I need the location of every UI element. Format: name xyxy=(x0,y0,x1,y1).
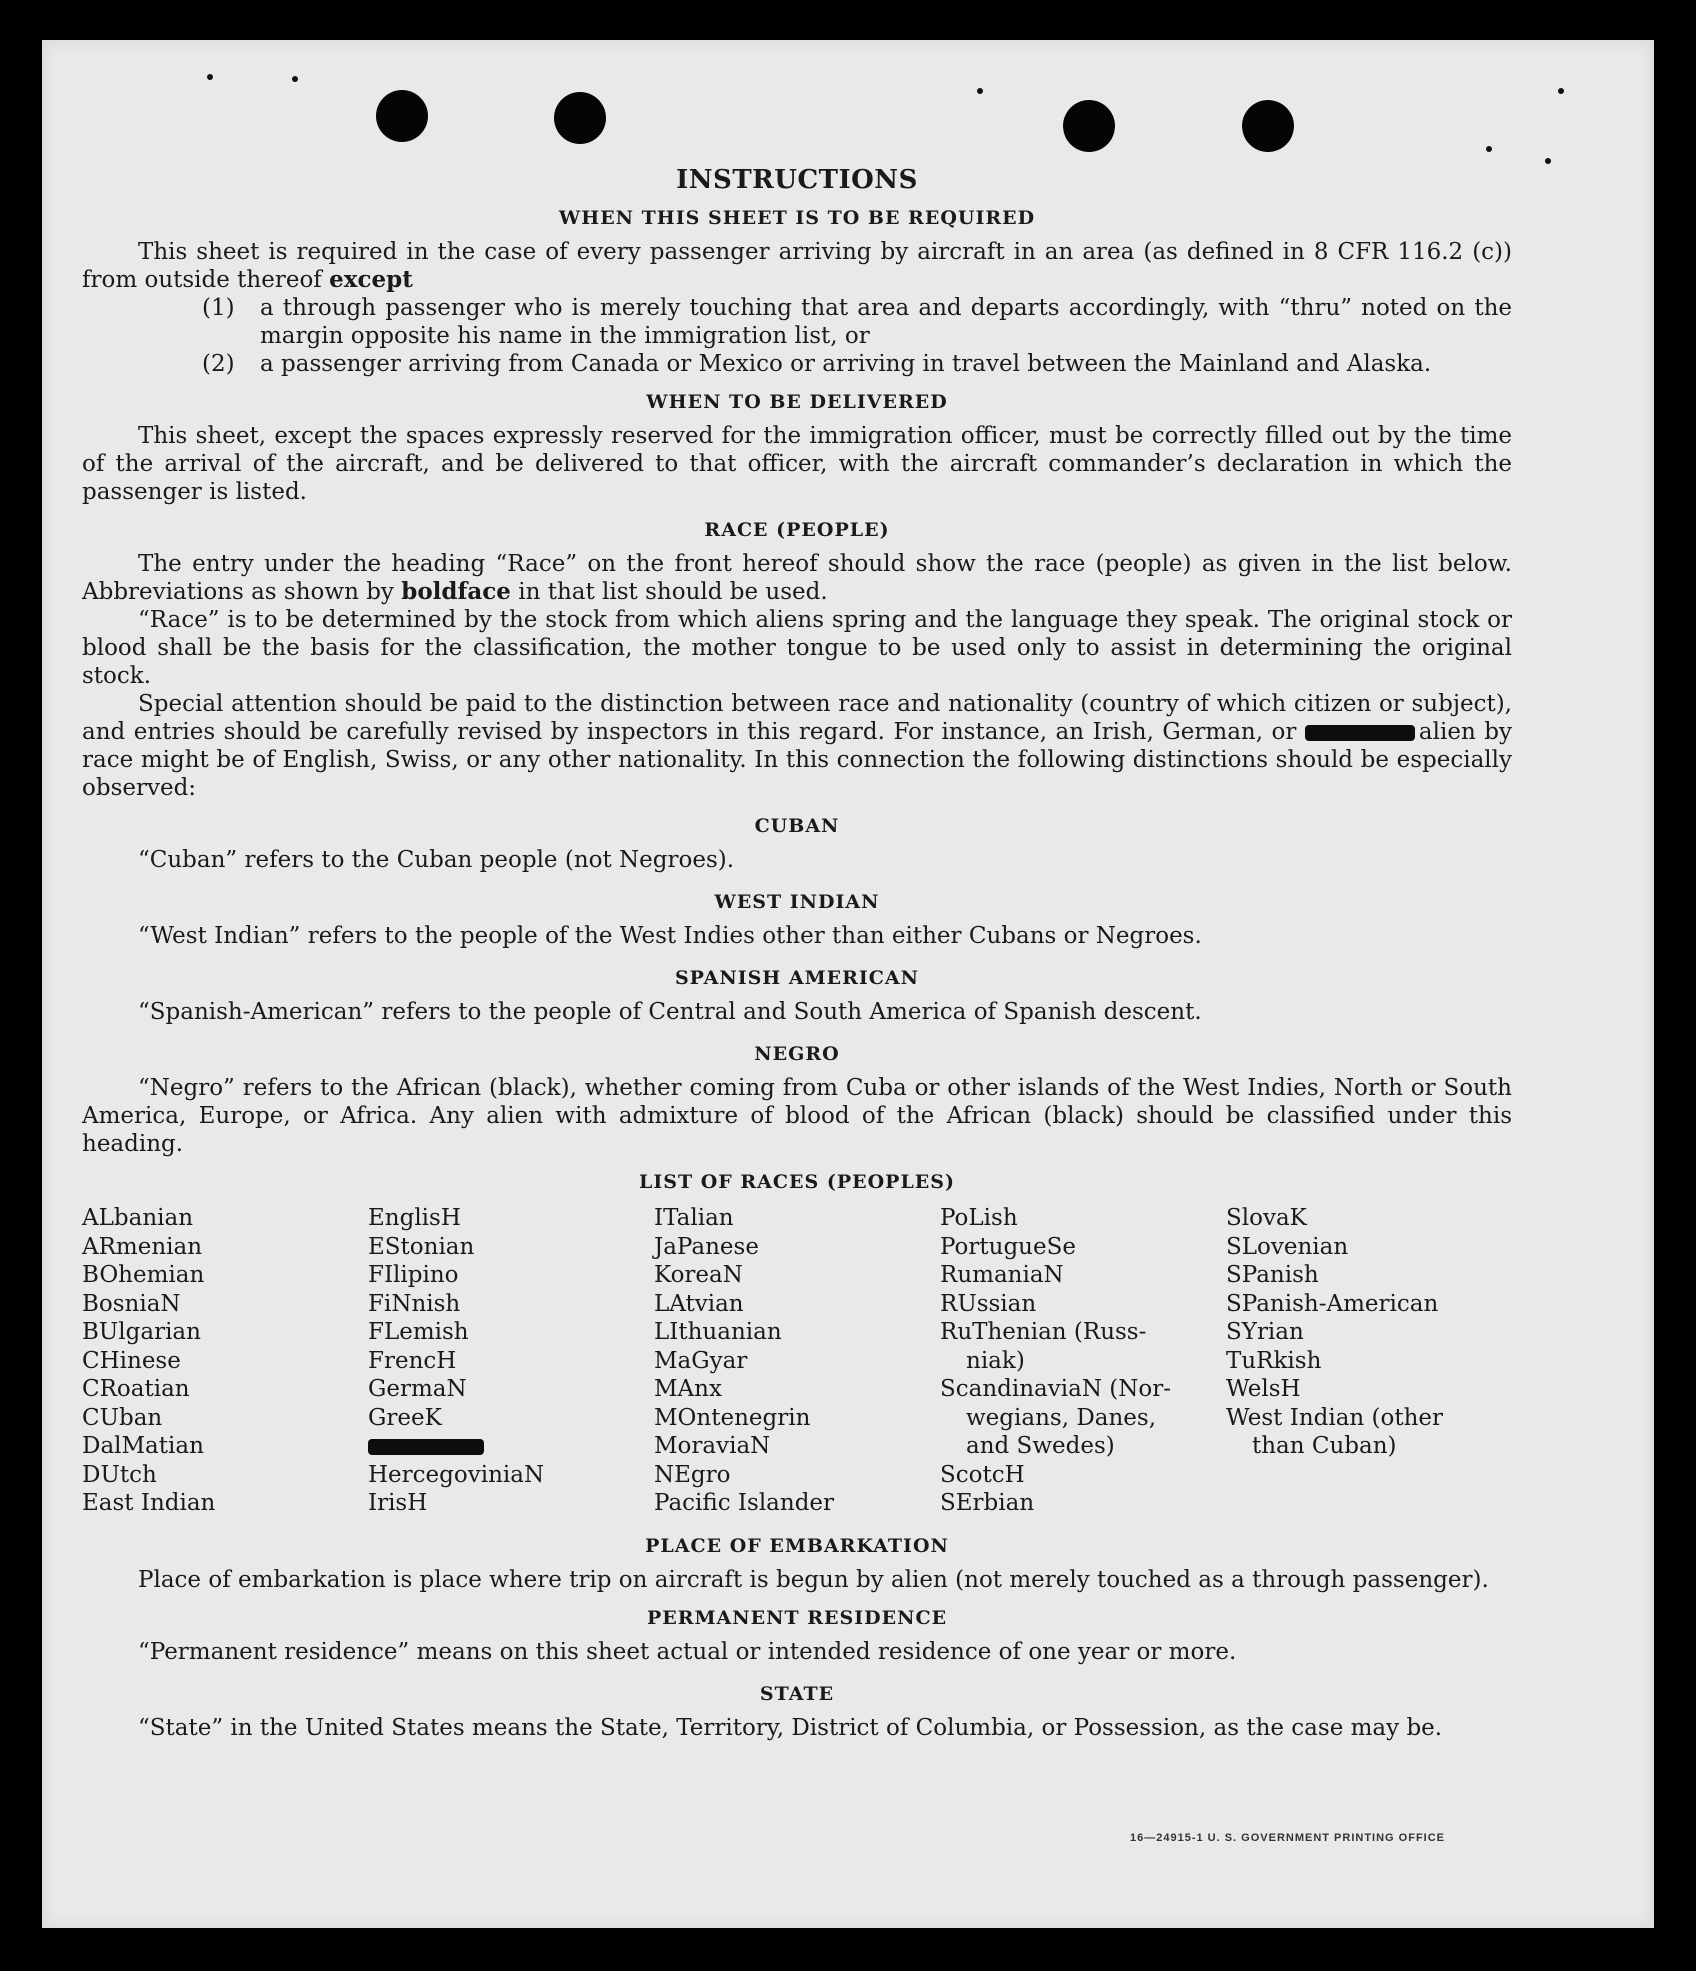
race-item: HercegoviniaN xyxy=(368,1461,545,1488)
race-item: PoLish xyxy=(940,1205,1018,1231)
speck xyxy=(207,74,213,80)
race-item: WelsH xyxy=(1226,1376,1301,1402)
document-title: INSTRUCTIONS xyxy=(676,165,918,195)
paragraph-negro: “Negro” refers to the African (black), whether coming from Cuba or other islands of the West Indies, North or South America, Europe, or Africa. Any alien with admixture of blood of the African (black) should be classified under this heading. xyxy=(82,1075,1512,1157)
race-item: FLemish xyxy=(368,1319,469,1345)
race-item: MOntenegrin xyxy=(654,1404,811,1431)
race-item: NEgro xyxy=(654,1461,731,1488)
race-item: West Indian (other xyxy=(1226,1404,1444,1431)
races-column-1 xyxy=(82,1204,368,1518)
redaction-mark xyxy=(368,1439,484,1455)
race-item: CRoatian xyxy=(82,1376,190,1402)
paragraph-state: “State” in the United States means the State, Territory, District of Columbia, or Possession, as the case may be. xyxy=(138,1714,1443,1741)
race-item: SPanish-American xyxy=(1226,1290,1439,1317)
redaction-mark xyxy=(1305,725,1415,741)
race-item: SLovenian xyxy=(1226,1233,1349,1260)
speck xyxy=(1545,158,1551,164)
race-item: ALbanian xyxy=(82,1205,194,1231)
punch-hole xyxy=(1063,100,1115,152)
races-column-2 xyxy=(368,1204,654,1518)
heading-negro: NEGRO xyxy=(754,1043,840,1065)
race-item: EnglisH xyxy=(368,1205,461,1231)
races-column-4 xyxy=(940,1204,1226,1518)
race-item: GermaN xyxy=(368,1376,467,1402)
list-item: (2) a passenger arriving from Canada or Mexico or arriving in travel between the Mainland and Alaska. xyxy=(202,351,1432,377)
heading-when-delivered: WHEN TO BE DELIVERED xyxy=(646,391,948,413)
race-item: IrisH xyxy=(368,1490,428,1516)
heading-when-required: WHEN THIS SHEET IS TO BE REQUIRED xyxy=(558,207,1036,229)
paragraph-race-1: The entry under the heading “Race” on the front hereof should show the race (people) as given in the list below. Abbreviations as shown by boldface in that list should be used. xyxy=(82,551,1512,605)
race-item: PortugueSe xyxy=(940,1233,1076,1260)
printer-imprint: 16—24915-1 U. S. GOVERNMENT PRINTING OFFICE xyxy=(1130,1832,1446,1844)
race-item: BUlgarian xyxy=(82,1319,201,1345)
race-item: SPanish xyxy=(1226,1262,1319,1288)
heading-state: STATE xyxy=(759,1682,835,1705)
races-column-5 xyxy=(1226,1204,1512,1518)
race-item: SYrian xyxy=(1226,1319,1304,1345)
document-body xyxy=(82,158,1512,1742)
speck xyxy=(292,76,298,82)
race-item: KoreaN xyxy=(654,1262,743,1288)
race-item: RuThenian (Russ- xyxy=(940,1319,1147,1345)
race-item-redacted xyxy=(368,1432,654,1461)
race-item: CUban xyxy=(82,1404,163,1431)
race-item: FrencH xyxy=(368,1347,457,1374)
race-item: LIthuanian xyxy=(654,1319,782,1345)
paragraph-when-required: This sheet is required in the case of every passenger arriving by aircraft in an area (as defined in 8 CFR 116.2 (c)) from outside thereof except xyxy=(82,239,1512,293)
race-item: JaPanese xyxy=(654,1233,759,1260)
paragraph-permanent-residence: “Permanent residence” means on this sheet actual or intended residence of one year or more. xyxy=(138,1638,1237,1665)
speck xyxy=(1486,146,1492,152)
race-item: RumaniaN xyxy=(940,1262,1064,1288)
race-item: wegians, Danes, xyxy=(966,1404,1157,1431)
race-item: GreeK xyxy=(368,1404,442,1431)
race-item: RUssian xyxy=(940,1290,1037,1317)
race-item: ARmenian xyxy=(82,1233,203,1260)
races-column-3 xyxy=(654,1204,940,1518)
speck xyxy=(1558,88,1564,94)
heading-race: RACE (PEOPLE) xyxy=(704,519,890,541)
race-item: SlovaK xyxy=(1226,1205,1307,1231)
paragraph-race-2: “Race” is to be determined by the stock from which aliens spring and the language they speak. The original stock or blood shall be the basis for the classification, the mother tongue to be used only to assist in determining the original stock. xyxy=(82,607,1512,689)
race-item: TuRkish xyxy=(1226,1347,1322,1374)
races-list xyxy=(82,1204,1512,1518)
race-item: niak) xyxy=(966,1347,1025,1374)
punch-hole xyxy=(1242,100,1294,152)
paragraph-race-3: Special attention should be paid to the distinction between race and nationality (country of which citizen or subject), and entries should be carefully revised by inspectors in this regard. For instance, an Irish, German, or alien by race might be of English, Swiss, or any other nationality. In this connection the following distinctions should be especially observed: xyxy=(82,691,1512,801)
paragraph-west-indian: “West Indian” refers to the people of the West Indies other than either Cubans or Negroes. xyxy=(138,923,1202,949)
race-item: DalMatian xyxy=(82,1433,204,1459)
race-item: Pacific Islander xyxy=(654,1490,835,1516)
paragraph-cuban: “Cuban” refers to the Cuban people (not Negroes). xyxy=(138,847,735,873)
race-item: CHinese xyxy=(82,1347,181,1374)
paragraph-embarkation: Place of embarkation is place where trip on aircraft is begun by alien (not merely touched as a through passenger). xyxy=(138,1566,1489,1593)
heading-west-indian: WEST INDIAN xyxy=(714,891,880,913)
race-item: MAnx xyxy=(654,1376,722,1402)
speck xyxy=(977,88,983,94)
race-item: East Indian xyxy=(82,1490,216,1516)
heading-embarkation: PLACE OF EMBARKATION xyxy=(645,1534,949,1557)
race-item: and Swedes) xyxy=(966,1433,1115,1459)
list-item: (1) a through passenger who is merely touching that area and departs accordingly, with “thru” noted on the margin opposite his name in the immigration list, or xyxy=(202,295,1512,349)
race-item: EStonian xyxy=(368,1233,475,1260)
race-item: FIlipino xyxy=(368,1262,459,1288)
punch-hole xyxy=(376,90,428,142)
heading-spanish-american: SPANISH AMERICAN xyxy=(674,967,920,989)
punch-hole xyxy=(554,92,606,144)
race-item: MaGyar xyxy=(654,1347,748,1374)
race-item: MoraviaN xyxy=(654,1433,771,1459)
heading-list-of-races: LIST OF RACES (PEOPLES) xyxy=(639,1171,955,1193)
race-item: than Cuban) xyxy=(1252,1433,1397,1459)
race-item: ScandinaviaN (Nor- xyxy=(940,1376,1171,1402)
race-item: DUtch xyxy=(82,1461,157,1488)
paragraph-spanish-american: “Spanish-American” refers to the people of Central and South America of Spanish descent. xyxy=(138,999,1202,1025)
race-item: LAtvian xyxy=(654,1290,744,1317)
race-item: SErbian xyxy=(940,1490,1035,1516)
paragraph-when-delivered: This sheet, except the spaces expressly reserved for the immigration officer, must be correctly filled out by the time of the arrival of the aircraft, and be delivered to that officer, with the aircraft commander’s declaration in which the passenger is listed. xyxy=(82,423,1512,505)
race-item: ITalian xyxy=(654,1205,734,1231)
document-sheet xyxy=(42,40,1654,1928)
race-item: FiNnish xyxy=(368,1290,461,1317)
heading-permanent-residence: PERMANENT RESIDENCE xyxy=(646,1606,948,1629)
heading-cuban: CUBAN xyxy=(754,815,840,837)
race-item: BosniaN xyxy=(82,1290,181,1317)
race-item: ScotcH xyxy=(940,1461,1025,1488)
race-item: BOhemian xyxy=(82,1262,205,1288)
